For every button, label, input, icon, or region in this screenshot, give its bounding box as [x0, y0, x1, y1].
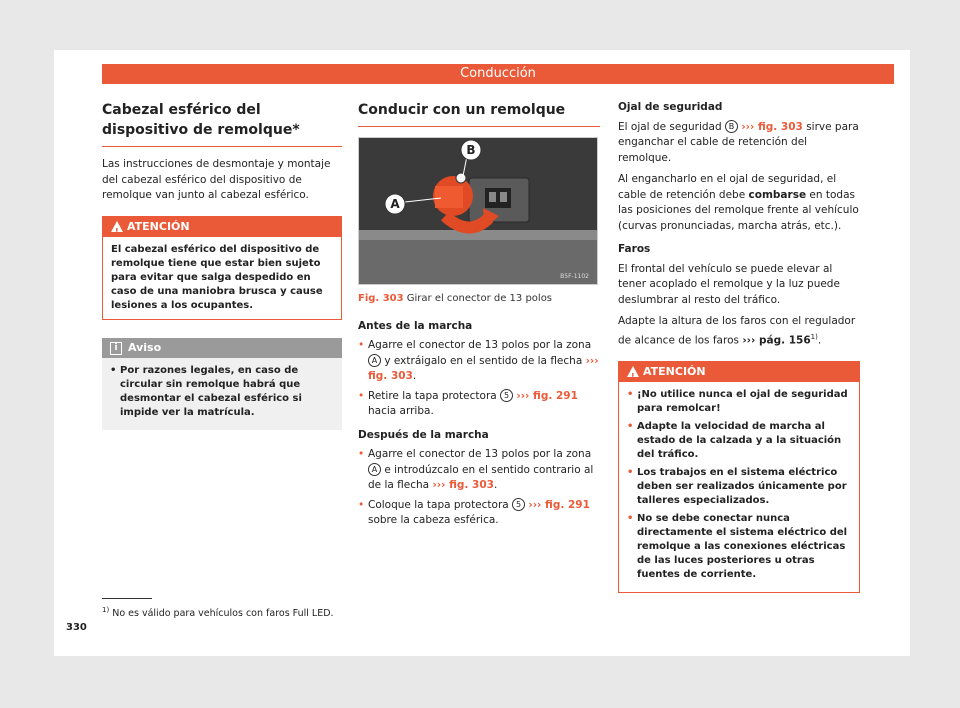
column-right	[618, 100, 860, 593]
note-label: Aviso	[128, 340, 162, 354]
warning-box-trailer	[618, 361, 860, 593]
warning-header	[103, 217, 341, 237]
figure-303-image	[358, 137, 598, 285]
warning-header	[619, 362, 859, 382]
figure-caption-text: Girar el conector de 13 polos	[406, 293, 553, 304]
page-number: 330	[66, 622, 87, 633]
after-step-2: • Coloque la tapa protectora 5 ››› fig. 291 sobre la cabeza esférica.	[358, 498, 600, 529]
headlights-title: Faros	[618, 243, 651, 255]
footnote: $^{1)}$ No es válido para vehículos con faros Full LED.	[102, 606, 334, 620]
callout-b-marker: B	[725, 120, 738, 133]
before-driving-title: Antes de la marcha	[358, 319, 473, 332]
footnote-divider	[102, 598, 152, 599]
warning-label: ATENCIÓN	[643, 364, 706, 378]
figure-label-a: A	[390, 197, 400, 211]
section-title-ball-head: Cabezal esférico del dispositivo de remolque*	[102, 100, 342, 147]
after-driving-title: Después de la marcha	[358, 428, 489, 441]
after-step-1: • Agarre el conector de 13 polos por la zona A e introdúzcalo en el sentido contrario al de la flecha ››› fig. 303.	[358, 447, 600, 494]
callout-5-marker: 5	[512, 498, 525, 511]
figure-label-b: B	[466, 143, 476, 157]
fig-291-link[interactable]: ››› fig. 291	[516, 389, 578, 402]
figure-caption	[358, 291, 600, 307]
warning-item: • ¡No utilice nunca el ojal de seguridad para remolcar!	[627, 388, 851, 416]
warning-text: El cabezal esférico del dispositivo de remolque tiene que estar bien sujeto para evitar que salga despedido en caso de una maniobra brusca y cause lesiones a los ocupantes.	[111, 243, 323, 311]
warning-item: • Los trabajos en el sistema eléctrico deben ser realizados únicamente por talleres especializados.	[627, 466, 851, 508]
figure-code: B5F-1102	[560, 273, 589, 280]
note-item: • Por razones legales, en caso de circular sin remolque habrá que desmontar el cabezal esférico si impide ver la matrícula.	[110, 364, 334, 420]
safety-eye-paragraph-2: Al engancharlo en el ojal de seguridad, el cable de retención debe combarse en todas las posiciones del remolque frente al vehículo (curvas pronunciadas, marcha atrás, etc.).	[618, 173, 859, 232]
info-icon: i	[110, 342, 122, 355]
before-step-1: • Agarre el conector de 13 polos por la zona A y extráigalo en el sentido de la flecha ››› fig. 303.	[358, 338, 600, 385]
callout-a-marker: A	[368, 354, 381, 367]
intro-paragraph: Las instrucciones de desmontaje y montaje del cabezal esférico del dispositivo de remolque van junto al cabezal esférico.	[102, 158, 331, 201]
connector-illustration	[359, 138, 597, 284]
warning-triangle-icon	[111, 221, 123, 232]
before-step-2: • Retire la tapa protectora 5 ››› fig. 291 hacia arriba.	[358, 389, 600, 420]
column-middle	[358, 100, 600, 533]
fig-291-link[interactable]: ››› fig. 291	[528, 498, 590, 511]
figure-number: Fig. 303	[358, 293, 404, 304]
headlights-paragraph-1: El frontal del vehículo se puede elevar al tener acoplado el remolque y la luz puede deslumbrar al resto del tráfico.	[618, 262, 840, 306]
warning-box-ball-head	[102, 216, 342, 320]
note-box	[102, 338, 342, 430]
manual-page	[54, 50, 910, 656]
warning-item: • Adapte la velocidad de marcha al estado de la calzada y a la situación del tráfico.	[627, 420, 851, 462]
callout-5-marker: 5	[500, 389, 513, 402]
fig-303-link[interactable]: ››› fig. 303	[432, 479, 494, 491]
note-body	[102, 358, 342, 430]
footnote-marker: 1)	[810, 332, 818, 341]
callout-a-marker: A	[368, 463, 381, 476]
note-header	[102, 338, 342, 358]
warning-label: ATENCIÓN	[127, 219, 190, 233]
fig-303-link[interactable]: ››› fig. 303	[741, 120, 803, 133]
warning-body	[619, 382, 859, 592]
fig-303-link[interactable]: ››› fig. 303	[368, 354, 599, 382]
safety-eye-title: Ojal de seguridad	[618, 101, 723, 113]
warning-item: • No se debe conectar nunca directamente el sistema eléctrico del remolque a las conexiones eléctricas de las luces posteriores u otras fuentes de corriente.	[627, 512, 851, 582]
section-header: Conducción	[102, 64, 894, 84]
page-156-link[interactable]: ››› pág. 156	[742, 334, 811, 346]
column-left	[102, 100, 342, 430]
safety-eye-paragraph-1: El ojal de seguridad B ››› fig. 303 sirve para enganchar el cable de retención del remolque.	[618, 120, 859, 164]
warning-triangle-icon	[627, 366, 639, 377]
section-title-trailer: Conducir con un remolque	[358, 100, 600, 127]
headlights-paragraph-2: Adapte la altura de los faros con el regulador de alcance de los faros ››› pág. 156$^{1)}$.	[618, 315, 856, 346]
